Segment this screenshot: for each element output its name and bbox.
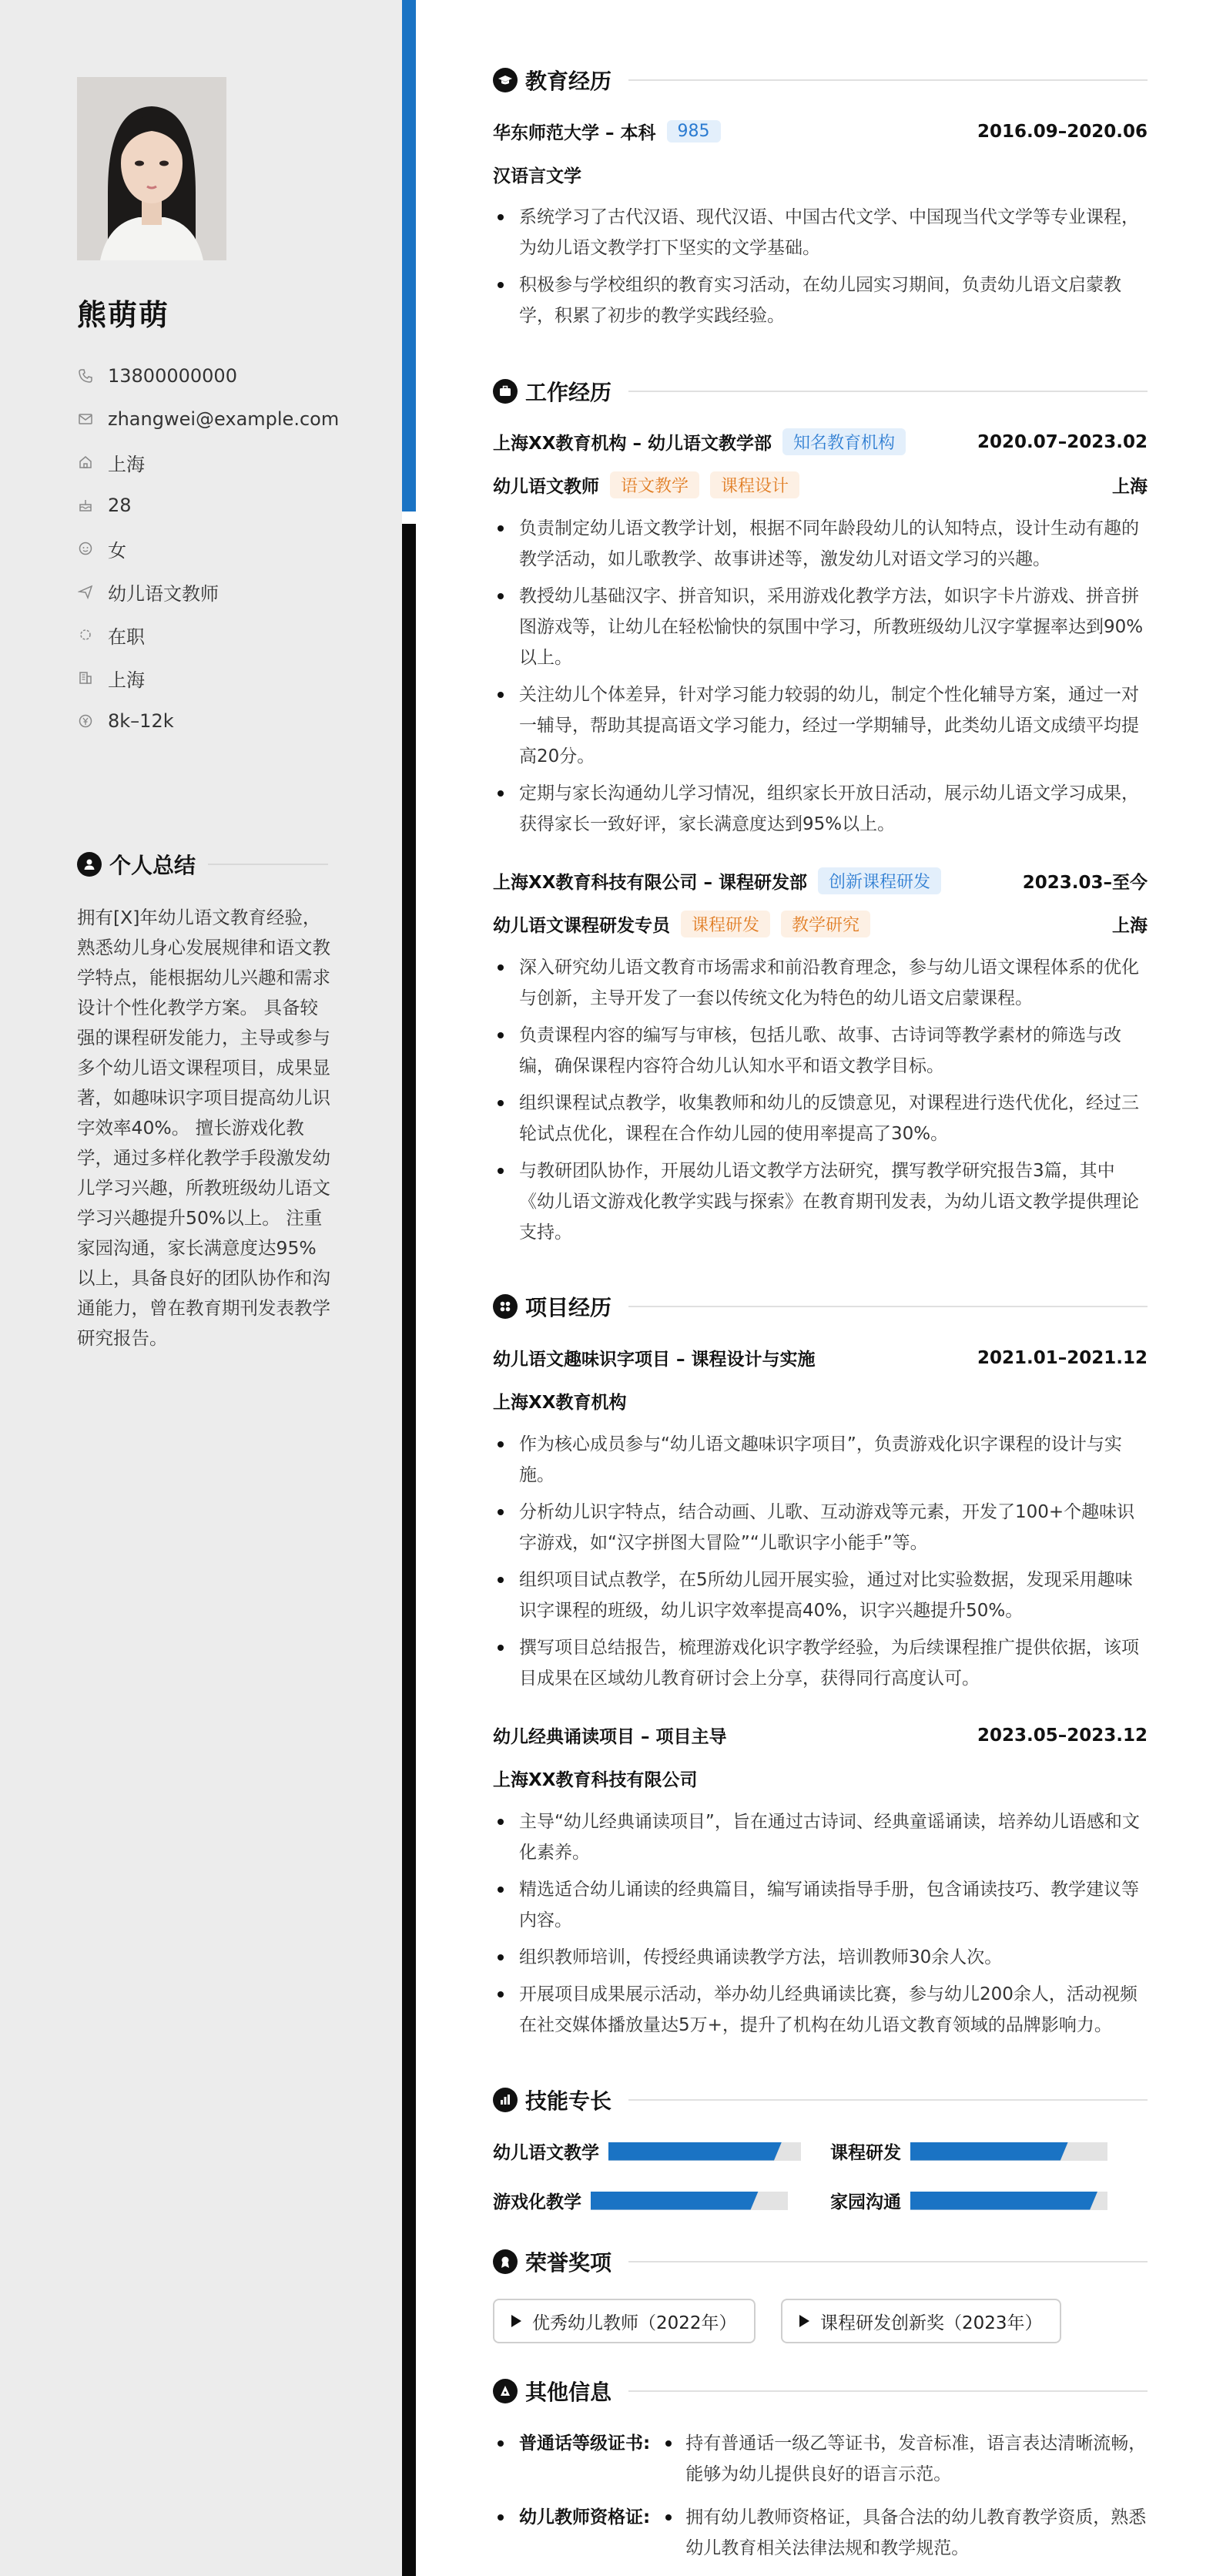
education-major-row [493,162,1148,187]
candidate-name: 熊萌萌 [77,298,170,332]
info-text: 8k–12k [108,710,174,732]
school-name: 华东师范大学 – 本科 [493,123,656,143]
section-title: 技能专长 [525,2088,612,2114]
grid-icon [493,1294,518,1319]
other-list [493,2428,1148,2576]
list-item: 关注幼儿个体差异，针对学习能力较弱的幼儿，制定个性化辅导方案，通过一对一辅导，帮助其提高语文学习能力，经过一学期辅导，此类幼儿语文成绩平均提高20分。 [493,679,1148,772]
skill-bar-fill [910,2142,1068,2161]
briefcase-icon [493,379,518,404]
honor-text: 优秀幼儿教师（2022年） [532,2313,737,2333]
list-item: 组织项目试点教学，在5所幼儿园开展实验，通过对比实验数据，发现采用趣味识字课程的班级，幼儿识字效率提高40%，识字兴趣提升50%。 [493,1565,1148,1626]
role-tag: 课程研发 [681,911,770,937]
list-item: 撰写项目总结报告，梳理游戏化识字教学经验，为后续课程推广提供依据，该项目成果在区域幼儿教育研讨会上分享，获得同行高度认可。 [493,1632,1148,1694]
info-text: 在职 [108,626,145,648]
skill-item [493,2188,788,2213]
skill-bar-fill [591,2192,759,2210]
project-bullets [493,1806,1148,2047]
company-tag: 知名教育机构 [782,428,906,455]
role-tag: 课程设计 [710,471,799,498]
company-tag: 创新课程研发 [818,867,941,894]
info-row-position [77,570,385,613]
skill-bar [910,2142,1107,2161]
list-item: 主导“幼儿经典诵读项目”，旨在通过古诗词、经典童谣诵读，培养幼儿语感和文化素养。 [493,1806,1148,1868]
skills-header [493,2085,1148,2115]
other-header [493,2376,1148,2407]
building-icon [77,669,94,686]
other-item [493,2428,1148,2490]
section-title: 教育经历 [525,69,612,94]
project-org-row [493,1388,1148,1414]
profile-photo [77,77,226,260]
other-item [493,2502,1148,2564]
project-org-row [493,1766,1148,1791]
other-value: 持有普通话一级乙等证书，发音标准，语言表达清晰流畅，能够为幼儿提供良好的语言示范。 [650,2428,1148,2490]
project-org: 上海XX教育科技有限公司 [493,1770,698,1790]
job-bullets [493,513,1148,846]
info-icon [493,2379,518,2403]
info-text: 上海 [108,669,145,691]
project-name: 幼儿语文趣味识字项目 – 课程设计与实施 [493,1350,816,1370]
skill-name: 游戏化教学 [493,2192,581,2212]
job-header [493,867,1148,894]
cake-icon [77,497,94,514]
role: 幼儿语文课程研发专员 [493,916,670,936]
summary-text: 拥有[X]年幼儿语文教育经验，熟悉幼儿身心发展规律和语文教学特点，能根据幼儿兴趣和需求设计个性化教学方案。 具备较强的课程研发能力，主导或参与多个幼儿语文课程项目，成果显著，如趣味识字项目提高幼儿识字效率40%。 擅长游戏化教学，通过多样化教学手段激发幼儿学习兴趣，所教班级幼儿语文学习兴趣提升50%以上。 注重家园沟通，家长满意度达95%以上，具备良好的团队协作和沟通能力，曾在教育期刊发表教学研究报告。 [77,907,330,1349]
info-text: 28 [108,495,132,516]
list-item: 精选适合幼儿诵读的经典篇目，编写诵读指导手册，包含诵读技巧、教学建议等内容。 [493,1874,1148,1936]
skill-bar [910,2192,1107,2210]
phone-icon [77,367,94,384]
gender-icon [77,540,94,557]
job-header [493,428,1148,455]
summary-title: 个人总结 [109,853,196,878]
info-row-city [77,441,385,484]
graduation-cap-icon [493,68,518,92]
school-tag: 985 [667,120,721,143]
list-item: 教授幼儿基础汉字、拼音知识，采用游戏化教学方法，如识字卡片游戏、拼音拼图游戏等，让幼儿在轻松愉快的氛围中学习，所教班级幼儿汉字掌握率达到90%以上。 [493,581,1148,673]
list-item: 作为核心成员参与“幼儿语文趣味识字项目”，负责游戏化识字课程的设计与实施。 [493,1429,1148,1491]
section-rule [628,2099,1148,2101]
skill-item [830,2138,1107,2164]
salary-icon [77,713,94,730]
skill-name: 家园沟通 [830,2192,901,2212]
skill-item [493,2138,801,2164]
info-row-status [77,613,385,656]
major: 汉语言文学 [493,166,581,186]
project-date: 2023.05–2023.12 [977,1725,1148,1746]
section-rule [628,2261,1148,2262]
project-date: 2021.01–2021.12 [977,1347,1148,1368]
send-icon [77,583,94,600]
honor-item [493,2299,756,2343]
info-row-email [77,397,385,441]
info-row-phone [77,354,385,397]
section-title: 其他信息 [525,2380,612,2405]
skill-bar-fill [910,2192,1097,2210]
job-city: 上海 [1112,477,1148,497]
project-header [493,1722,1148,1748]
job-role-row [493,911,1148,937]
info-row-gender [77,527,385,570]
list-item: 深入研究幼儿语文教育市场需求和前沿教育理念，参与幼儿语文课程体系的优化与创新，主导开发了一套以传统文化为特色的幼儿语文启蒙课程。 [493,952,1148,1014]
info-row-age [77,484,385,527]
education-entry-header [493,119,1148,144]
info-text: 幼儿语文教师 [108,582,219,605]
role-tag: 语文教学 [610,471,699,498]
contact-info-list [77,354,385,743]
info-row-work-city [77,656,385,699]
section-rule [628,391,1148,392]
other-label: 普通话等级证书: [519,2433,651,2454]
education-header [493,65,1148,96]
honor-item [781,2299,1061,2343]
section-rule [628,2390,1148,2392]
other-label: 幼儿教师资格证: [519,2507,651,2527]
dark-divider [402,524,416,2576]
email-icon [77,411,94,428]
job-date: 2023.03–至今 [1022,873,1148,893]
education-bullets [493,202,1148,337]
section-rule [628,79,1148,81]
project-name: 幼儿经典诵读项目 – 项目主导 [493,1727,727,1747]
company-name: 上海XX教育科技有限公司 – 课程研发部 [493,873,807,893]
skill-name: 课程研发 [830,2143,901,2163]
list-item: 积极参与学校组织的教育实习活动，在幼儿园实习期间，负责幼儿语文启蒙教学，积累了初步的教学实践经验。 [493,270,1148,331]
info-text: 上海 [108,453,145,475]
summary-header [77,849,328,880]
skill-bar-fill [608,2142,782,2161]
honor-text: 课程研发创新奖（2023年） [820,2313,1043,2333]
job-role-row [493,471,1148,498]
other-value: 拥有幼儿教师资格证，具备合法的幼儿教育教学资质，熟悉幼儿教育相关法律法规和教学规范。 [650,2502,1148,2564]
role: 幼儿语文教师 [493,477,599,497]
award-icon [493,2249,518,2274]
skill-bar [591,2192,788,2210]
skill-item [830,2188,1107,2213]
projects-header [493,1291,1148,1322]
section-title: 荣誉奖项 [525,2250,612,2276]
section-rule [628,1306,1148,1307]
job-bullets [493,952,1148,1254]
list-item: 组织教师培训，传授经典诵读教学方法，培训教师30余人次。 [493,1942,1148,1973]
company-name: 上海XX教育机构 – 幼儿语文教学部 [493,434,772,454]
chart-icon [493,2088,518,2112]
list-item: 组织课程试点教学，收集教师和幼儿的反馈意见，对课程进行迭代优化，经过三轮试点优化，课程在合作幼儿园的使用率提高了30%。 [493,1088,1148,1149]
skill-name: 幼儿语文教学 [493,2143,599,2163]
user-icon [77,852,102,877]
info-text: 13800000000 [108,365,237,387]
list-item: 开展项目成果展示活动，举办幼儿经典诵读比赛，参与幼儿200余人，活动视频在社交媒体播放量达5万+，提升了机构在幼儿语文教育领域的品牌影响力。 [493,1979,1148,2041]
play-icon [511,2315,521,2327]
info-text: zhangwei@example.com [108,408,340,430]
project-header [493,1345,1148,1370]
work-header [493,376,1148,407]
play-icon [799,2315,809,2327]
role-tag: 教学研究 [781,911,870,937]
list-item: 定期与家长沟通幼儿学习情况，组织家长开放日活动，展示幼儿语文学习成果，获得家长一致好评，家长满意度达到95%以上。 [493,778,1148,840]
project-bullets [493,1429,1148,1700]
job-date: 2020.07–2023.02 [977,431,1148,452]
accent-divider [402,0,416,512]
list-item: 与教研团队协作，开展幼儿语文教学方法研究，撰写教学研究报告3篇，其中《幼儿语文游戏化教学实践与探索》在教育期刊发表，为幼儿语文教学提供理论支持。 [493,1156,1148,1248]
status-icon [77,626,94,643]
list-item: 分析幼儿识字特点，结合动画、儿歌、互动游戏等元素，开发了100+个趣味识字游戏，如“汉字拼图大冒险”“儿歌识字小能手”等。 [493,1497,1148,1558]
info-row-salary [77,699,385,743]
job-city: 上海 [1112,916,1148,936]
info-text: 女 [108,539,126,562]
education-date: 2016.09–2020.06 [977,121,1148,142]
list-item: 系统学习了古代汉语、现代汉语、中国古代文学、中国现当代文学等专业课程，为幼儿语文教学打下坚实的文学基础。 [493,202,1148,263]
section-rule [208,864,328,865]
skill-bar [608,2142,801,2161]
honors-header [493,2246,1148,2277]
section-title: 项目经历 [525,1295,612,1320]
section-title: 工作经历 [525,380,612,405]
list-item: 负责课程内容的编写与审核，包括儿歌、故事、古诗词等教学素材的筛选与改编，确保课程内容符合幼儿认知水平和语文教学目标。 [493,1020,1148,1082]
project-org: 上海XX教育机构 [493,1393,627,1413]
list-item: 负责制定幼儿语文教学计划，根据不同年龄段幼儿的认知特点，设计生动有趣的教学活动，如儿歌教学、故事讲述等，激发幼儿对语文学习的兴趣。 [493,513,1148,575]
home-icon [77,454,94,471]
